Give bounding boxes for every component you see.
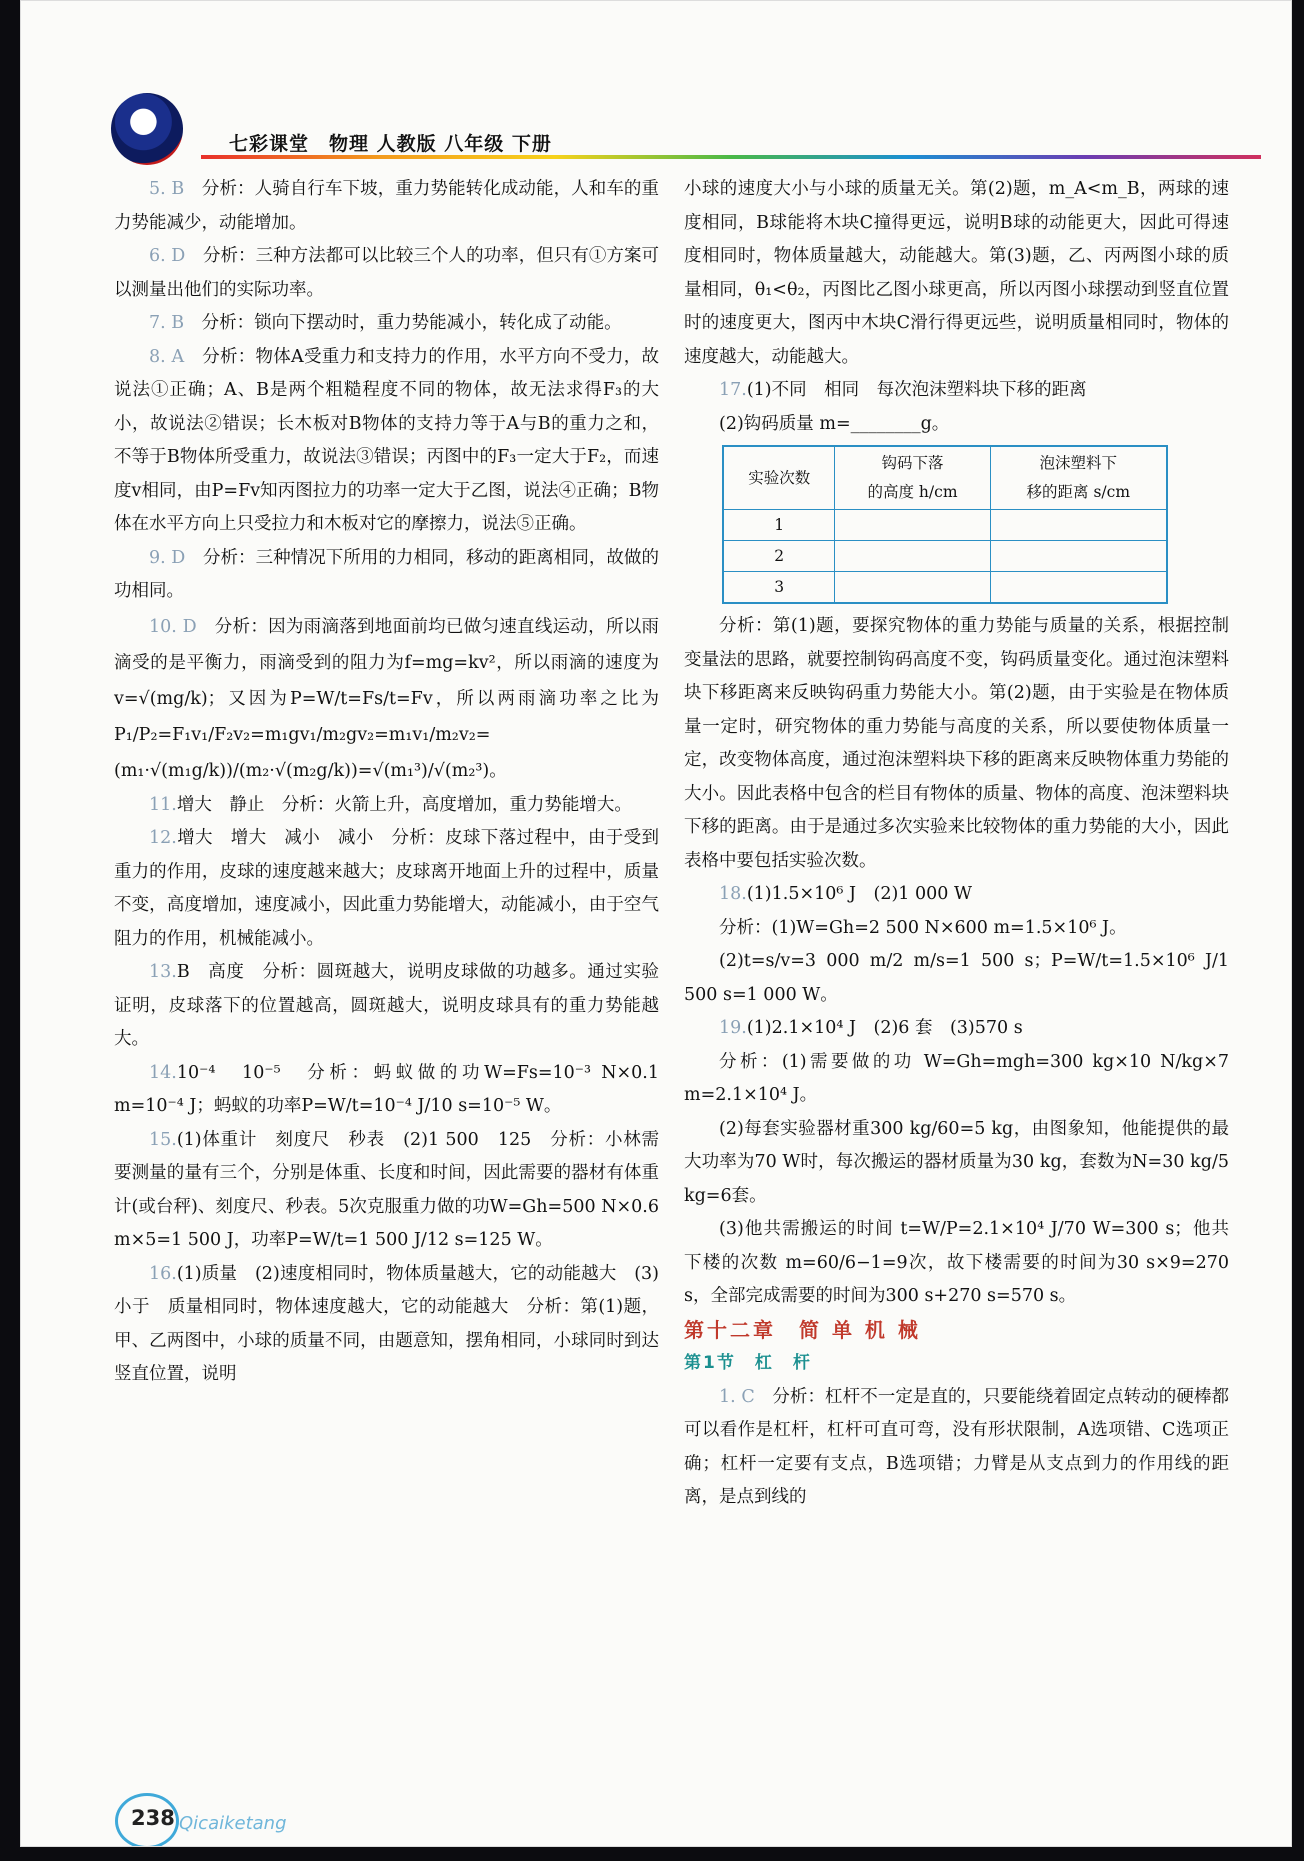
answer-15: 15.(1)体重计 刻度尺 秒表 (2)1 500 125 分析：小林需要测量的量有三个，分别是体重、长度和时间，因此需要的器材有体重计(或台秤)、刻度尺、秒表。5次克服重力做的功W=Gh=500 N×0.6 m×5=1 500 J，功率P=W/t=1 500 J/12 s=125 W。 [114,1129,660,1250]
answer-10: 10. D 分析：因为雨滴落到地面前均已做匀速直线运动，所以雨滴受的是平衡力，雨滴受到的阻力为f=mg=kv²，所以雨滴的速度为v=√(mg/k)；又因为P=W/t=Fs/t=Fv，所以两雨滴功率之比为P₁/P₂=F₁v₁/F₂v₂=m₁gv₁/m₂gv₂=m₁v₁/m₂v₂=(m₁·√(m₁g/k))/(m₂·√(m₂g/k))=√(m₁³)/√(m₂³)。 [114,616,660,781]
table-row: 2 [723,541,1167,572]
mascot-logo-icon [111,93,183,165]
table-header-height: 钩码下落 的高度 h/cm [835,446,990,510]
section-title: 第1节 杠 杆 [684,1353,812,1373]
answer-12: 12.增大 增大 减小 减小 分析：皮球下落过程中，由于受到重力的作用，皮球的速度越来越大；皮球离开地面上升的过程中，质量不变，高度增加，速度减小，因此重力势能增大，动能减小，由于空气阻力的作用，机械能减小。 [114,828,660,949]
table-row: 1 [723,510,1167,541]
answer-6: 6. D 分析：三种方法都可以比较三个人的功率，但只有①方案可以测量出他们的实际功率。 [114,246,660,300]
table-header-distance: 泡沫塑料下 移的距离 s/cm [990,446,1167,510]
answer-16: 16.(1)质量 (2)速度相同时，物体质量越大，它的动能越大 (3)小于 质量相同时，物体速度越大，它的动能越大 分析：第(1)题，甲、乙两图中，小球的质量不同，由题意知，摆角相同，小球同时到达竖直位置，说明 [114,1263,660,1384]
header-rainbow-divider [201,155,1261,159]
left-column [114,173,659,1392]
answer-13: 13.B 高度 分析：圆斑越大，说明皮球做的功越多。通过实验证明，皮球落下的位置越高，圆斑越大，说明皮球具有的重力势能越大。 [114,962,660,1049]
answer-19-analysis-1: 分析：(1)需要做的功 W=Gh=mgh=300 kg×10 N/kg×7 m=2.1×10⁴ J。 [684,1051,1229,1105]
book-title: 七彩课堂 物理 人教版 八年级 下册 [229,133,552,155]
answer-19: 19.(1)2.1×10⁴ J (2)6 套 (3)570 s [719,1018,1023,1038]
answer-14: 14.10⁻⁴ 10⁻⁵ 分析：蚂蚁做的功W=Fs=10⁻³ N×0.1 m=10⁻⁴ J；蚂蚁的功率P=W/t=10⁻⁴ J/10 s=10⁻⁵ W。 [114,1062,660,1116]
table-row: 3 [723,572,1167,604]
answer-17-analysis: 分析：第(1)题，要探究物体的重力势能与质量的关系，根据控制变量法的思路，就要控制钩码高度不变，钩码质量变化。通过泡沫塑料块下移距离来反映钩码重力势能大小。第(2)题，由于实验是在物体质量一定时，研究物体的重力势能与高度的关系，所以要使物体质量一定，改变物体高度，通过泡沫塑料块下移的距离来反映物体重力势能的大小。因此表格中包含的栏目有物体的质量、物体的高度、泡沫塑料块下移的距离。由于是通过多次实验来比较物体的重力势能的大小，因此表格中要包括实验次数。 [684,616,1229,871]
answer-19-analysis-2: (2)每套实验器材重300 kg/60=5 kg，由图象知，他能提供的最大功率为70 W时，每次搬运的器材质量为30 kg，套数为N=30 kg/5 kg=6套。 [684,1118,1229,1206]
answer-16-continued: 小球的速度大小与小球的质量无关。第(2)题，m_A<m_B，两球的速度相同，B球能将木块C撞得更远，说明B球的动能更大，因此可得速度相同时，物体质量越大，动能越大。第(3)题，乙、丙两图小球的质量相同，θ₁<θ₂，丙图比乙图小球更高，所以丙图小球摆动到竖直位置时的速度更大，图丙中木块C滑行得更远些，说明质量相同时，物体的速度越大，动能越大。 [684,179,1229,367]
page-number: 238 [131,1806,175,1830]
answer-17-line2: (2)钩码质量 m=________g。 [719,413,950,434]
answer-5: 5. B 分析：人骑自行车下坡，重力势能转化成动能，人和车的重力势能减少，动能增加。 [114,179,660,233]
chapter-title: 第十二章 简 单 机 械 [684,1317,921,1342]
answer-18-analysis-1: 分析：(1)W=Gh=2 500 N×600 m=1.5×10⁶ J。 [719,917,1127,938]
answer-7: 7. B 分析：锁向下摆动时，重力势能减小，转化成了动能。 [149,313,622,333]
answer-19-analysis-3: (3)他共需搬运的时间 t=W/P=2.1×10⁴ J/70 W=300 s；他共下楼的次数 m=60/6−1=9次，故下楼需要的时间为30 s×9=270 s，全部完成需要的时间为300 s+270 s=570 s。 [684,1219,1229,1306]
answer-9: 9. D 分析：三种情况下所用的力相同，移动的距离相同，故做的功相同。 [114,547,660,601]
page-header [111,93,1261,165]
answer-8: 8. A 分析：物体A受重力和支持力的作用，水平方向不受力，故说法①正确；A、B是两个粗糙程度不同的物体，故无法求得F₃的大小，故说法②错误；长木板对B物体的支持力等于A与B的重力之和，不等于B物体所受重力，故说法③错误；丙图中的F₃一定大于F₂，而速度v相同，由P=Fv知丙图拉力的功率一定大于乙图，说法④正确；B物体在水平方向上只受拉力和木板对它的摩擦力，说法⑤正确。 [114,346,660,534]
table-header-trial: 实验次数 [723,446,835,510]
experiment-table [722,445,1168,604]
answer-1: 1. C 分析：杠杆不一定是直的，只要能绕着固定点转动的硬棒都可以看作是杠杆，杠杆可直可弯，没有形状限制，A选项错、C选项正确；杠杆一定要有支点，B选项错；力臂是从支点到力的作用线的距离，是点到线的 [684,1386,1230,1507]
answer-18: 18.(1)1.5×10⁶ J (2)1 000 W [719,884,972,904]
answer-11: 11.增大 静止 分析：火箭上升，高度增加，重力势能增大。 [149,794,632,815]
right-column [684,173,1229,1515]
footer-brand: Qicaiketang [179,1813,287,1834]
answer-18-analysis-2: (2)t=s/v=3 000 m/2 m/s=1 500 s；P=W/t=1.5×10⁶ J/1 500 s=1 000 W。 [684,951,1229,1005]
page [20,0,1292,1847]
answer-17-line1: 17.(1)不同 相同 每次泡沫塑料块下移的距离 [719,380,1087,400]
